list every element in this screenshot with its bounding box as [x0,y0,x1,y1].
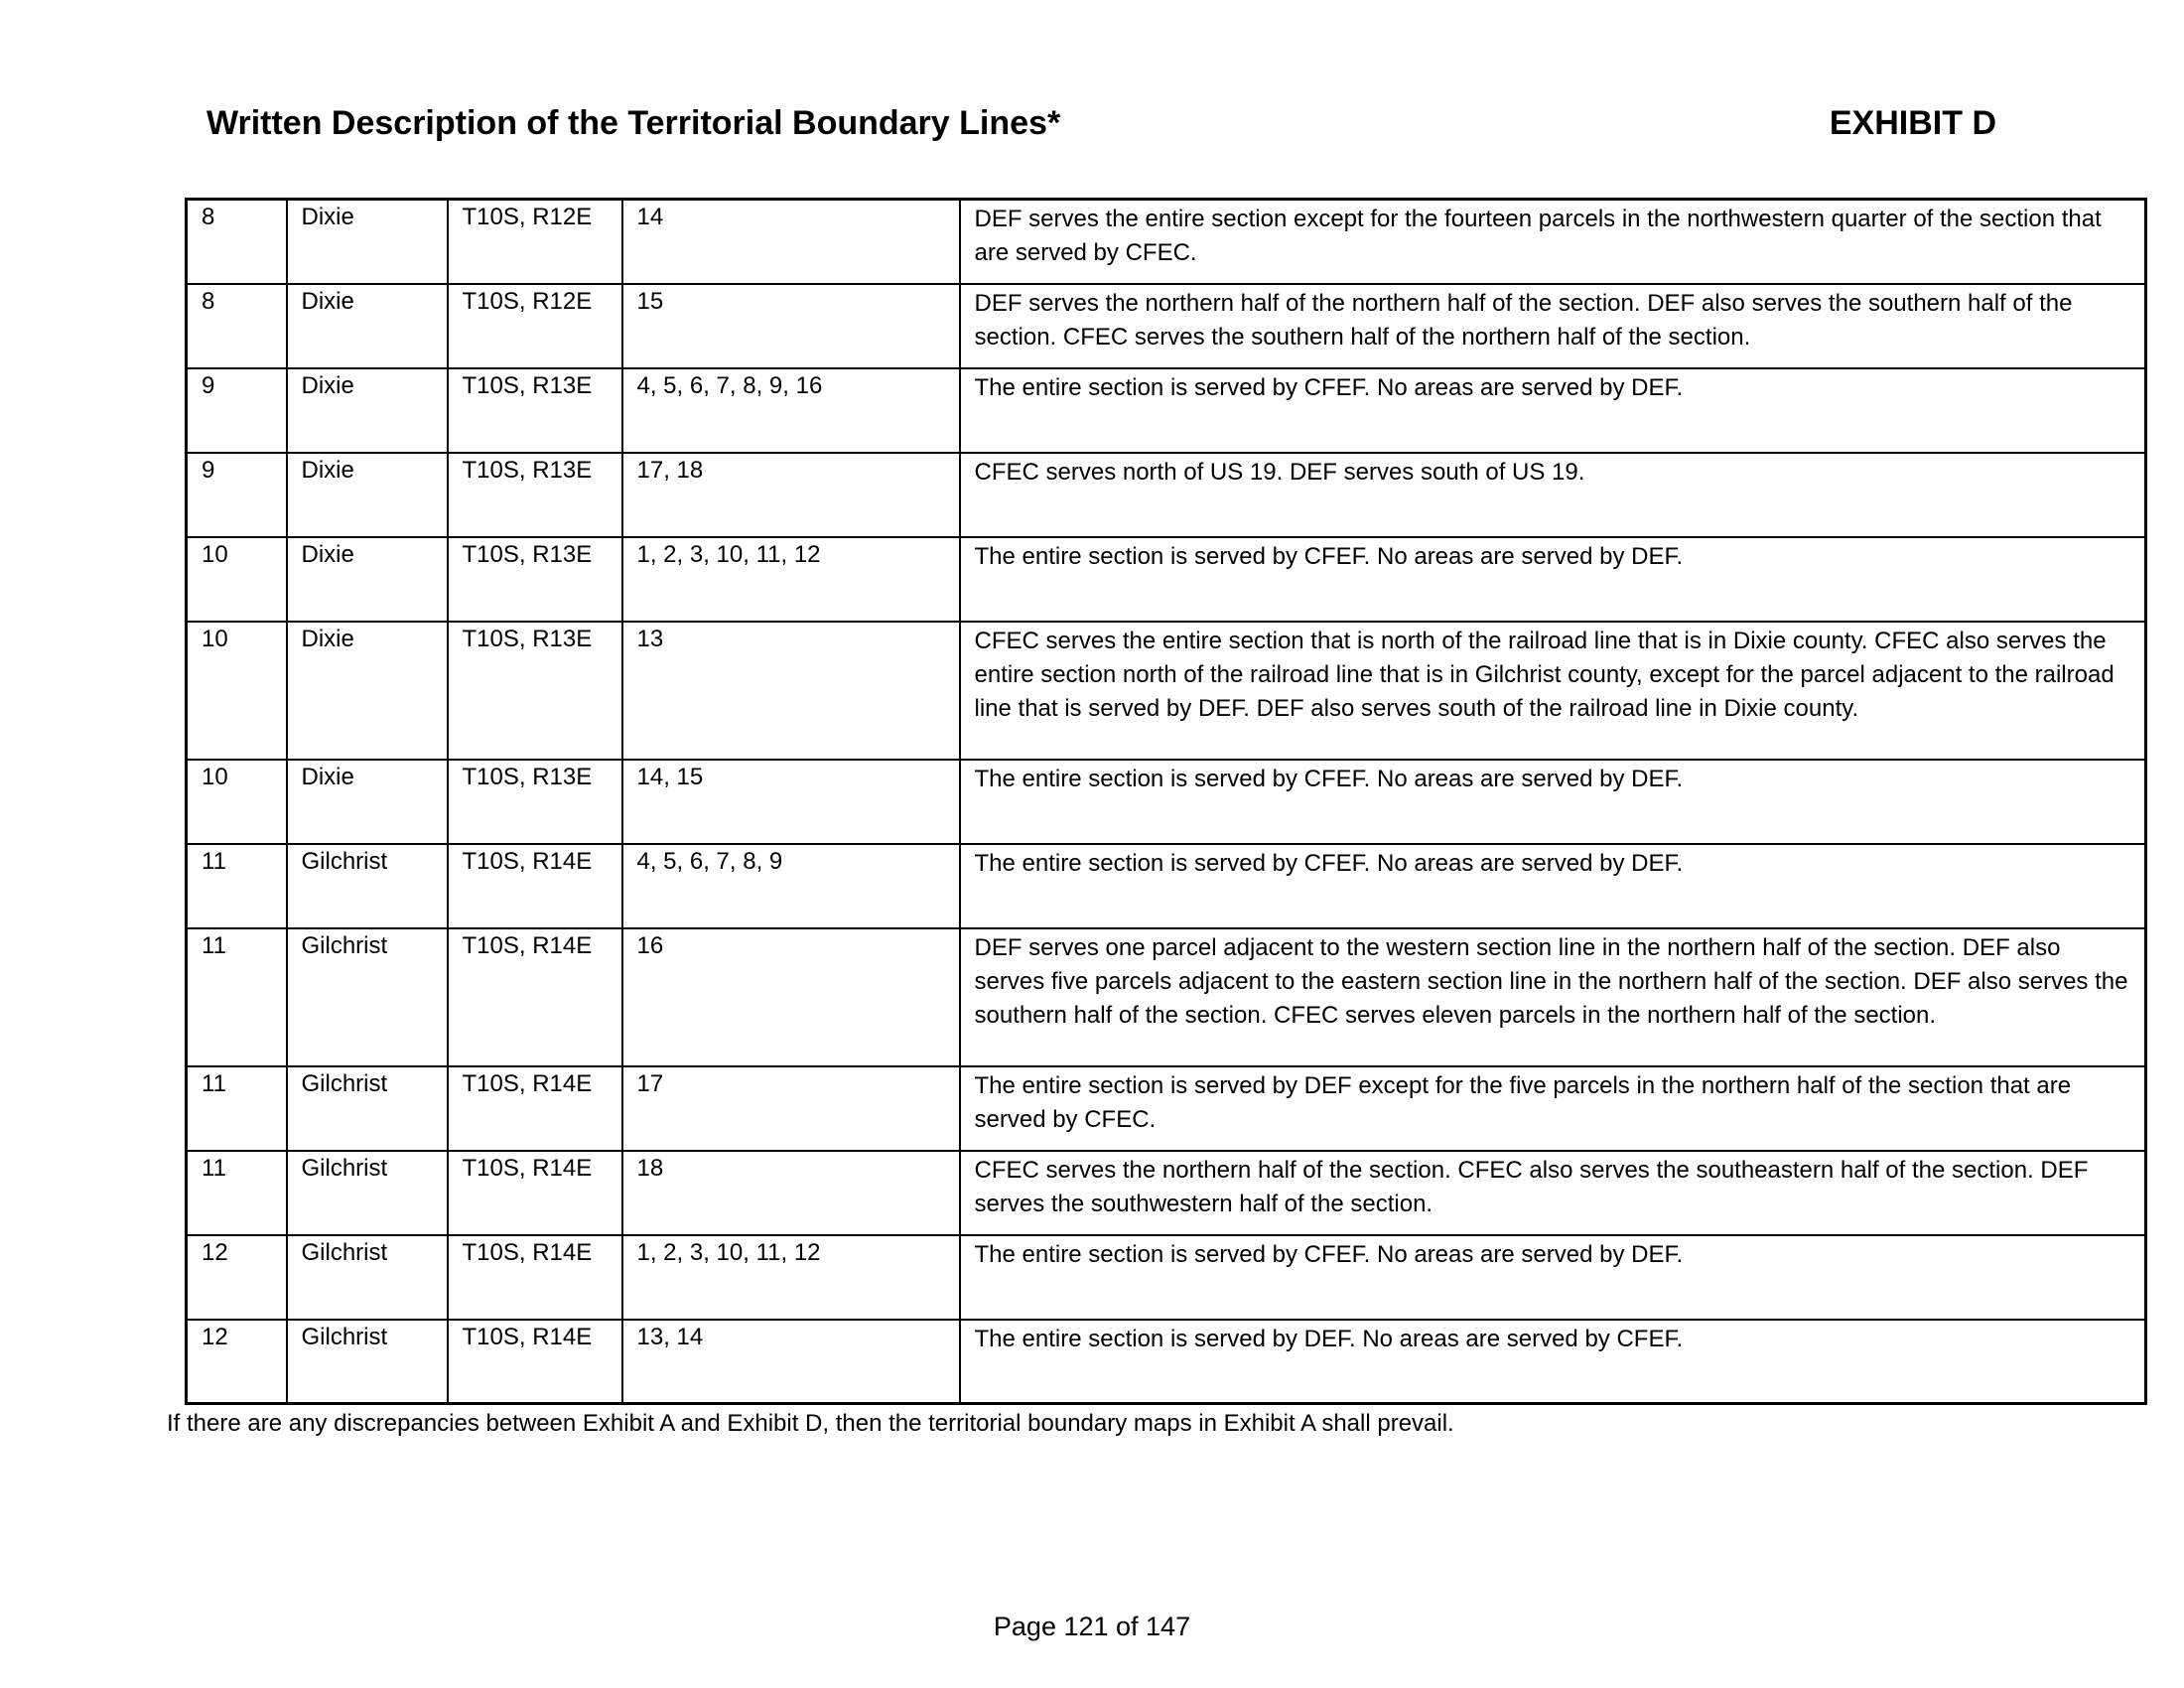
footnote: If there are any discrepancies between Exhibit A and Exhibit D, then the territorial boundary maps in Exhibit A shall prevail. [167,1410,1454,1437]
township-range-cell: T10S, R13E [448,537,622,622]
description-text: CFEC serves north of US 19. DEF serves south of US 19. [974,458,1585,486]
description-text: CFEC serves the entire section that is north of the railroad line that is in Dixie county. CFEC also serves the entire section north of the railroad line that is in Gilchrist county, except for the parcel adjacent to the railroad line that is served by DEF. DEF also serves south of the railroad line in Dixie county. [974,627,2115,722]
county-cell: Dixie [287,760,448,844]
map-number-cell: 10 [187,760,287,844]
description-cell [960,1151,2146,1235]
description-cell [960,200,2146,284]
description-cell [960,760,2146,844]
county-cell: Dixie [287,200,448,284]
description-cell [960,1320,2146,1404]
map-number-cell: 9 [187,453,287,537]
table-row [187,537,2146,622]
county-cell: Gilchrist [287,1235,448,1320]
township-range-cell: T10S, R13E [448,760,622,844]
sections-cell: 1, 2, 3, 10, 11, 12 [622,537,960,622]
exhibit-label: EXHIBIT D [1829,104,1996,142]
description-cell [960,1066,2146,1151]
county-cell: Gilchrist [287,928,448,1066]
description-text: The entire section is served by CFEF. No areas are served by DEF. [974,542,1684,570]
township-range-cell: T10S, R14E [448,928,622,1066]
table-row [187,844,2146,928]
page-number: Page 121 of 147 [993,1612,1191,1641]
page-title: Written Description of the Territorial Boundary Lines* [206,104,1061,142]
county-cell: Gilchrist [287,1320,448,1404]
description-text: The entire section is served by CFEF. No areas are served by DEF. [974,373,1684,401]
description-cell [960,284,2146,368]
map-number-cell: 8 [187,200,287,284]
township-range-cell: T10S, R12E [448,200,622,284]
township-range-cell: T10S, R14E [448,1151,622,1235]
description-text: DEF serves the entire section except for the fourteen parcels in the northwestern quarter of the section that are served by CFEC. [974,206,2102,266]
description-cell [960,453,2146,537]
township-range-cell: T10S, R13E [448,368,622,453]
county-cell: Dixie [287,453,448,537]
county-cell: Gilchrist [287,1066,448,1151]
sections-cell: 17, 18 [622,453,960,537]
map-number-cell: 11 [187,1151,287,1235]
description-text: The entire section is served by CFEF. No areas are served by DEF. [974,1240,1684,1268]
sections-cell: 4, 5, 6, 7, 8, 9 [622,844,960,928]
sections-cell: 1, 2, 3, 10, 11, 12 [622,1235,960,1320]
map-number-cell: 12 [187,1320,287,1404]
map-number-cell: 8 [187,284,287,368]
map-number-cell: 10 [187,537,287,622]
sections-cell: 14, 15 [622,760,960,844]
sections-cell: 16 [622,928,960,1066]
description-cell [960,622,2146,760]
description-cell [960,844,2146,928]
township-range-cell: T10S, R14E [448,844,622,928]
boundary-table [185,198,2147,1405]
table-row [187,368,2146,453]
table-row [187,200,2146,284]
sections-cell: 17 [622,1066,960,1151]
county-cell: Dixie [287,368,448,453]
table-row [187,1066,2146,1151]
table-row [187,928,2146,1066]
township-range-cell: T10S, R13E [448,453,622,537]
county-cell: Dixie [287,537,448,622]
table-row [187,760,2146,844]
map-number-cell: 9 [187,368,287,453]
map-number-cell: 12 [187,1235,287,1320]
description-cell [960,928,2146,1066]
description-text: The entire section is served by CFEF. No areas are served by DEF. [974,765,1684,792]
table-row [187,1320,2146,1404]
sections-cell: 14 [622,200,960,284]
description-text: The entire section is served by DEF. No areas are served by CFEF. [974,1325,1684,1352]
description-text: DEF serves one parcel adjacent to the western section line in the northern half of the section. DEF also serves five parcels adjacent to the eastern section line in the northern half of the section. DEF also serves the southern half of the section. CFEC serves eleven parcels in the northern half of the section. [974,933,2128,1029]
table-row [187,1151,2146,1235]
map-number-cell: 11 [187,1066,287,1151]
sections-cell: 4, 5, 6, 7, 8, 9, 16 [622,368,960,453]
description-cell [960,368,2146,453]
map-number-cell: 11 [187,844,287,928]
sections-cell: 13, 14 [622,1320,960,1404]
township-range-cell: T10S, R14E [448,1320,622,1404]
township-range-cell: T10S, R12E [448,284,622,368]
sections-cell: 18 [622,1151,960,1235]
county-cell: Dixie [287,284,448,368]
table-row [187,1235,2146,1320]
description-text: The entire section is served by DEF except for the five parcels in the northern half of the section that are served by CFEC. [974,1071,2072,1133]
description-text: CFEC serves the northern half of the section. CFEC also serves the southeastern half of the section. DEF serves the southwestern half of the section. [974,1156,2089,1217]
sections-cell: 15 [622,284,960,368]
table-row [187,622,2146,760]
table-row [187,453,2146,537]
description-cell [960,1235,2146,1320]
description-cell [960,537,2146,622]
county-cell: Gilchrist [287,844,448,928]
map-number-cell: 10 [187,622,287,760]
map-number-cell: 11 [187,928,287,1066]
township-range-cell: T10S, R14E [448,1066,622,1151]
township-range-cell: T10S, R14E [448,1235,622,1320]
sections-cell: 13 [622,622,960,760]
county-cell: Gilchrist [287,1151,448,1235]
table-row [187,284,2146,368]
township-range-cell: T10S, R13E [448,622,622,760]
description-text: DEF serves the northern half of the northern half of the section. DEF also serves the southern half of the section. CFEC serves the southern half of the northern half of the section. [974,289,2073,351]
county-cell: Dixie [287,622,448,760]
description-text: The entire section is served by CFEF. No areas are served by DEF. [974,849,1684,877]
